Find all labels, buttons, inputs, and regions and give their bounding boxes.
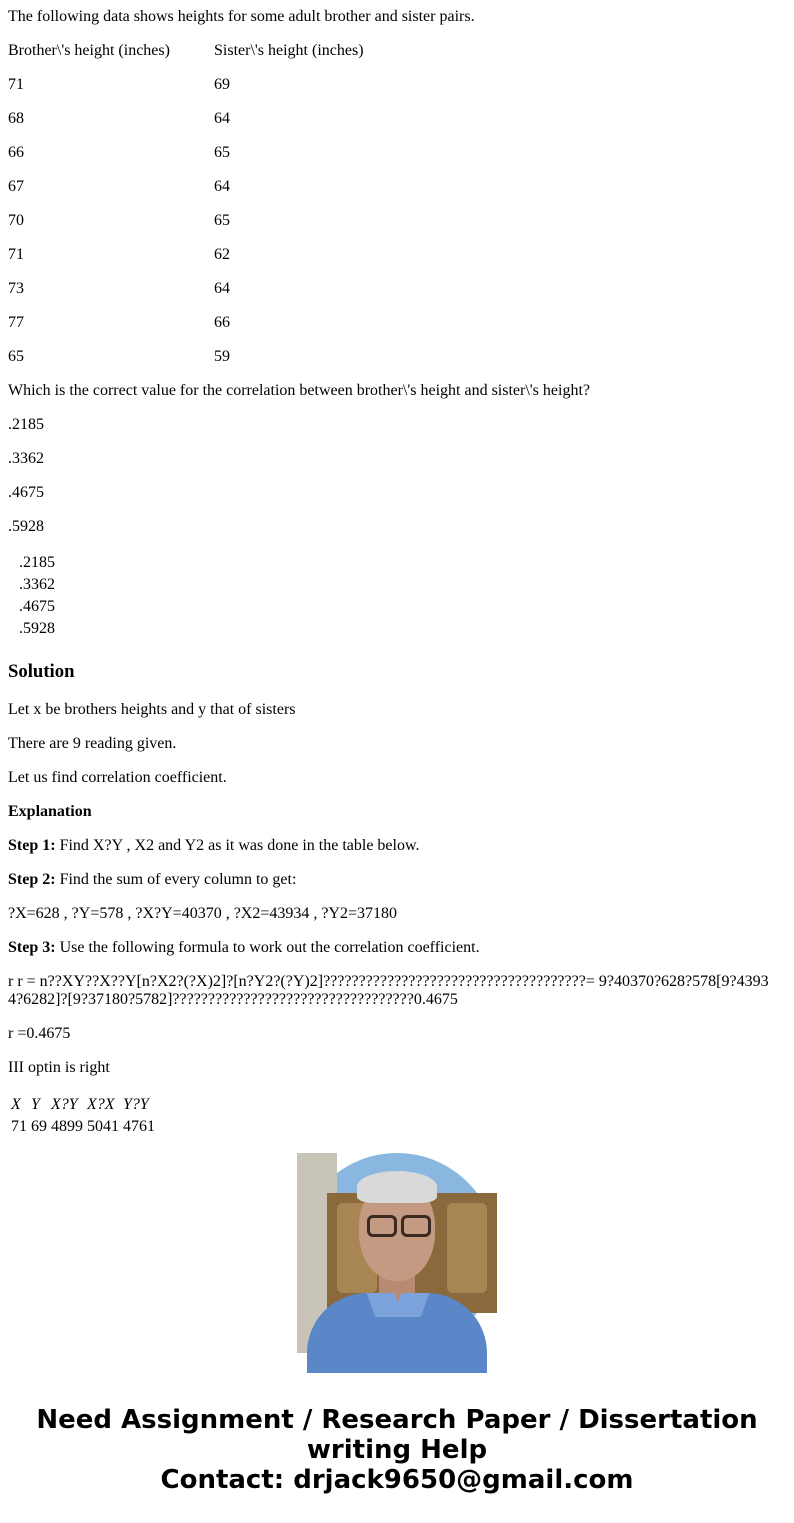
table-header-row [8,42,364,60]
sister-height: 65 [214,212,230,229]
sister-height: 64 [214,178,230,195]
sister-height-header: Sister\'s height (inches) [214,42,364,59]
step3-text: Use the following formula to work out the correlation coefficient. [55,939,480,956]
step3-label: Step 3: [8,939,56,956]
work-table [8,1093,208,1135]
work-col-xx: X?X [87,1096,115,1113]
choice-repeat-a: .2185 [19,554,55,571]
choice-repeat-b: .3362 [19,576,55,593]
brother-height-header: Brother\'s height (inches) [8,42,170,59]
question-intro: The following data shows heights for some adult brother and sister pairs. [8,8,475,25]
choice-d: .5928 [8,518,44,535]
height-row [8,144,230,162]
step3 [8,939,480,957]
solution-line3: Let us find correlation coefficient. [8,769,227,786]
height-row [8,110,230,128]
work-cell: 69 [31,1118,47,1135]
step2-label: Step 2: [8,871,56,888]
height-row [8,178,230,196]
sister-height: 59 [214,348,230,365]
tutor-avatar [297,1153,497,1353]
height-row [8,280,230,298]
banner-line2: writing Help [306,1435,488,1465]
choice-a: .2185 [8,416,44,433]
work-cell: 4761 [123,1118,155,1135]
choice-c: .4675 [8,484,44,501]
banner-line1: Need Assignment / Research Paper / Dissertation [36,1405,758,1435]
brother-height: 71 [8,76,24,93]
work-col-xy: X?Y [51,1096,78,1113]
solution-heading: Solution [8,661,75,682]
height-row [8,212,230,230]
correlation-result: r =0.4675 [8,1025,71,1042]
correlation-formula: r r = n??XY??X??Y[n?X2?(?X)2]?[n?Y2?(?Y)2]?????????????????????????????????????= 9?40370?628?578[9?43934?6282]?[9?37180?5782]??????????????????????????????????0.4675 [8,973,769,1008]
choice-b: .3362 [8,450,44,467]
height-row [8,76,230,94]
brother-height: 70 [8,212,24,229]
step2 [8,871,296,889]
column-sums: ?X=628 , ?Y=578 , ?X?Y=40370 , ?X2=43934 , ?Y2=37180 [8,905,398,922]
sister-height: 62 [214,246,230,263]
brother-height: 71 [8,246,24,263]
work-col-x: X [11,1096,21,1113]
brother-height: 77 [8,314,24,331]
sister-height: 69 [214,76,230,93]
solution-line1: Let x be brothers heights and y that of sisters [8,701,296,718]
step1-text: Find X?Y , X2 and Y2 as it was done in the table below. [55,837,420,854]
brother-height: 65 [8,348,24,365]
brother-height: 68 [8,110,24,127]
sister-height: 65 [214,144,230,161]
choice-repeat-c: .4675 [19,598,55,615]
banner-contact: Contact: drjack9650@gmail.com [160,1465,634,1495]
work-col-yy: Y?Y [123,1096,149,1113]
height-row [8,246,230,264]
choice-repeat-d: .5928 [19,620,55,637]
question-prompt: Which is the correct value for the correlation between brother\'s height and sister\'s height? [8,382,590,399]
conclusion: III optin is right [8,1059,110,1076]
step1 [8,837,420,855]
sister-height: 64 [214,280,230,297]
work-table-row [10,1117,156,1137]
work-cell: 4899 [51,1118,83,1135]
work-cell: 71 [11,1118,27,1135]
solution-line2: There are 9 reading given. [8,735,177,752]
brother-height: 67 [8,178,24,195]
height-row [8,348,230,366]
work-col-y: Y [31,1096,40,1113]
step2-text: Find the sum of every column to get: [55,871,297,888]
brother-height: 73 [8,280,24,297]
brother-height: 66 [8,144,24,161]
explanation-label: Explanation [8,803,92,820]
work-table-header [10,1095,156,1115]
sister-height: 64 [214,110,230,127]
sister-height: 66 [214,314,230,331]
height-row [8,314,230,332]
work-cell: 5041 [87,1118,119,1135]
contact-banner [0,1405,794,1495]
step1-label: Step 1: [8,837,56,854]
